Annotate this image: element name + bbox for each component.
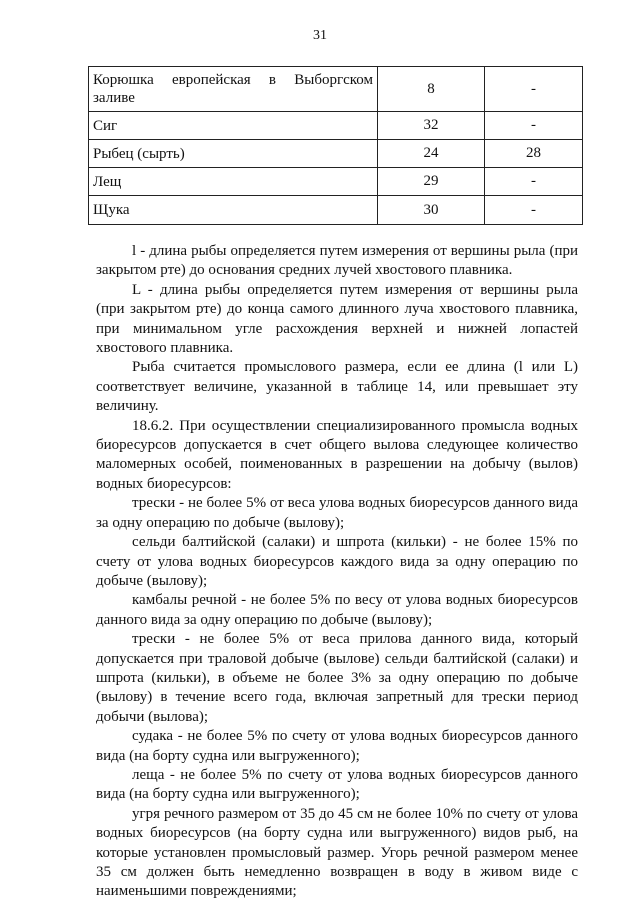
paragraph: трески - не более 5% от веса улова водных биоресурсов данного вида за одну операцию по добыче (вылову);	[96, 495, 578, 531]
body-text	[96, 242, 578, 902]
table-row	[89, 168, 583, 196]
table-row	[89, 112, 583, 140]
size-value: 30	[378, 196, 485, 225]
size-value: 8	[378, 67, 485, 112]
size-value-alt: 28	[485, 140, 583, 168]
table-row	[89, 140, 583, 168]
size-value-alt: -	[485, 196, 583, 225]
paragraph: камбалы речной - не более 5% по весу от улова водных биоресурсов данного вида за одну операцию по добыче (вылову);	[96, 592, 578, 628]
page-number: 31	[313, 28, 327, 43]
paragraph: леща - не более 5% по счету от улова водных биоресурсов данного вида (на борту судна или выгруженного);	[96, 766, 578, 803]
fish-name: Сиг	[89, 112, 378, 140]
paragraph: угря речного размером от 35 до 45 см не более 10% по счету от улова водных биоресурсов (на борту судна или выгруженного) видов рыб, на которые установлен промысловый размер. Угорь речной размером менее 35 см должен быть немедленно возвращен в воду в живом виде с наименьшими повреждениями;	[96, 805, 578, 900]
size-value-alt: -	[485, 168, 583, 196]
paragraph: l - длина рыбы определяется путем измерения от вершины рыла (при закрытом рте) до основания средних лучей хвостового плавника.	[96, 243, 578, 279]
fish-size-table	[88, 66, 583, 225]
fish-name: Рыбец (сырть)	[89, 140, 378, 168]
size-value: 24	[378, 140, 485, 168]
fish-name: Корюшка европейская в Выборгском заливе	[93, 72, 373, 106]
fish-name: Щука	[89, 196, 378, 225]
size-value-alt: -	[485, 67, 583, 112]
paragraph: 18.6.2. При осуществлении специализированного промысла водных биоресурсов допускается в счет общего вылова следующее количество маломерных особей, поименованных в разрешении на добычу (вылов) водных биоресурсов:	[96, 417, 578, 492]
paragraph: судака - не более 5% по счету от улова водных биоресурсов данного вида (на борту судна или выгруженного);	[96, 728, 578, 764]
paragraph: сельди балтийской (салаки) и шпрота (кильки) - не более 15% по счету от улова водных биоресурсов каждого вида за одну операцию по добыче (вылову);	[96, 534, 578, 589]
fish-name: Лещ	[89, 168, 378, 196]
table-row	[89, 67, 583, 112]
size-value: 29	[378, 168, 485, 196]
size-value: 32	[378, 112, 485, 140]
paragraph: L - длина рыбы определяется путем измерения от вершины рыла (при закрытом рте) до конца самого длинного луча хвостового плавника, при минимальном угле расхождения верхней и нижней лопастей хвостового плавника.	[96, 281, 578, 357]
paragraph: Рыба считается промыслового размера, если ее длина (l или L) соответствует величине, указанной в таблице 14, или превышает эту величину.	[96, 359, 578, 415]
paragraph: трески - не более 5% от веса прилова данного вида, который допускается при траловой добыче (вылове) сельди балтийской (салаки) и шпрота (кильки), в объеме не более 3% за одну операцию по добыче (вылову) в течение всего года, включая запретный для трески период добычи (вылова);	[96, 631, 578, 725]
table-row	[89, 196, 583, 225]
size-value-alt: -	[485, 112, 583, 140]
